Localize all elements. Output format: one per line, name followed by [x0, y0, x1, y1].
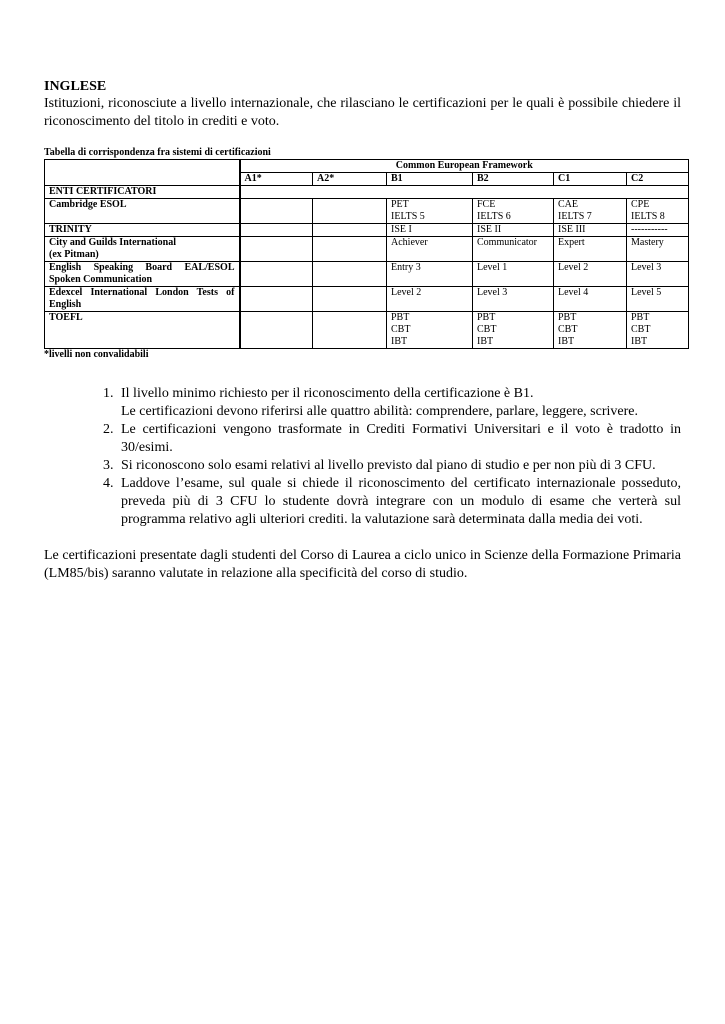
certifier-name-cell: TRINITY	[45, 224, 240, 237]
certifier-name-cell: City and Guilds International (ex Pitman)	[45, 237, 240, 262]
level-header: B2	[473, 173, 554, 186]
level-cell: ISE III	[554, 224, 627, 237]
level-cell	[313, 312, 387, 349]
level-cell	[313, 199, 387, 224]
requirement-item: 4. Laddove l’esame, sul quale si chiede il riconoscimento del certificato internazionale posseduto, preveda più di 3 CFU lo studente dovrà integrare con un modulo di esame che verterà sul programma relativo agli ulteriori crediti. la valutazione sarà determinata dalla media dei voti.	[117, 475, 681, 529]
level-cell	[240, 224, 313, 237]
level-cell	[313, 287, 387, 312]
certifier-name-cell: TOEFL	[45, 312, 240, 349]
level-cell: Entry 3	[387, 262, 473, 287]
level-cell: Expert	[554, 237, 627, 262]
level-header: C1	[554, 173, 627, 186]
level-cell: Level 3	[627, 262, 689, 287]
level-cell: Level 1	[473, 262, 554, 287]
level-cell	[313, 262, 387, 287]
level-header: A1*	[240, 173, 313, 186]
level-cell: Communicator	[473, 237, 554, 262]
level-header: C2	[627, 173, 689, 186]
level-cell: Level 3	[473, 287, 554, 312]
level-cell	[240, 237, 313, 262]
level-cell	[313, 224, 387, 237]
table-footnote: *livelli non convalidabili	[44, 349, 149, 360]
closing-paragraph: Le certificazioni presentate dagli studenti del Corso di Laurea a ciclo unico in Scienze della Formazione Primaria (LM85/bis) saranno valutate in relazione alla specificità del corso di studio.	[44, 548, 681, 581]
level-cell: PBT CBT IBT	[387, 312, 473, 349]
level-cell: PBT CBT IBT	[473, 312, 554, 349]
certification-table	[44, 159, 689, 349]
level-cell: Level 5	[627, 287, 689, 312]
table-caption: Tabella di corrispondenza fra sistemi di certificazioni	[44, 147, 271, 158]
level-header: A2*	[313, 173, 387, 186]
level-cell	[240, 287, 313, 312]
table-row	[45, 262, 689, 287]
level-cell: FCE IELTS 6	[473, 199, 554, 224]
level-header: B1	[387, 173, 473, 186]
requirements-list	[44, 385, 681, 529]
level-cell: ISE I	[387, 224, 473, 237]
corner-cell	[45, 160, 240, 186]
framework-header: Common European Framework	[240, 160, 689, 173]
document-page	[44, 79, 681, 597]
certifier-name-cell: Cambridge ESOL	[45, 199, 240, 224]
level-cell	[240, 262, 313, 287]
section-heading: INGLESE	[44, 79, 107, 94]
certifier-name-cell: Edexcel International London Tests of English	[45, 287, 240, 312]
table-row	[45, 224, 689, 237]
intro-paragraph: Istituzioni, riconosciute a livello internazionale, che rilasciano le certificazioni per le quali è possibile chiedere il riconoscimento del titolo in crediti e voto.	[44, 96, 681, 129]
level-cell: Mastery	[627, 237, 689, 262]
level-cell: Level 4	[554, 287, 627, 312]
level-cell: PBT CBT IBT	[554, 312, 627, 349]
level-cell: PET IELTS 5	[387, 199, 473, 224]
level-cell: CAE IELTS 7	[554, 199, 627, 224]
table-row	[45, 199, 689, 224]
table-row	[45, 312, 689, 349]
level-cell	[240, 312, 313, 349]
section-header-cell: ENTI CERTIFICATORI	[45, 186, 240, 199]
section-header-filler	[240, 186, 689, 199]
level-cell: PBT CBT IBT	[627, 312, 689, 349]
level-cell	[240, 199, 313, 224]
level-cell: Level 2	[554, 262, 627, 287]
requirement-item: 2. Le certificazioni vengono trasformate in Crediti Formativi Universitari e il voto è tradotto in 30/esimi.	[117, 421, 681, 457]
requirement-item: 3. Si riconoscono solo esami relativi al livello previsto dal piano di studio e per non più di 3 CFU.	[117, 457, 681, 475]
table-row	[45, 237, 689, 262]
table-row	[45, 287, 689, 312]
requirement-item: 1. Il livello minimo richiesto per il riconoscimento della certificazione è B1. Le certificazioni devono riferirsi alle quattro abilità: comprendere, parlare, leggere, scrivere.	[117, 385, 681, 421]
level-cell: ISE II	[473, 224, 554, 237]
level-cell: CPE IELTS 8	[627, 199, 689, 224]
certifier-name-cell: English Speaking Board EAL/ESOL Spoken Communication	[45, 262, 240, 287]
level-cell: -----------	[627, 224, 689, 237]
level-cell: Achiever	[387, 237, 473, 262]
framework-header-row	[45, 160, 689, 173]
level-cell: Level 2	[387, 287, 473, 312]
section-header-row	[45, 186, 689, 199]
level-cell	[313, 237, 387, 262]
